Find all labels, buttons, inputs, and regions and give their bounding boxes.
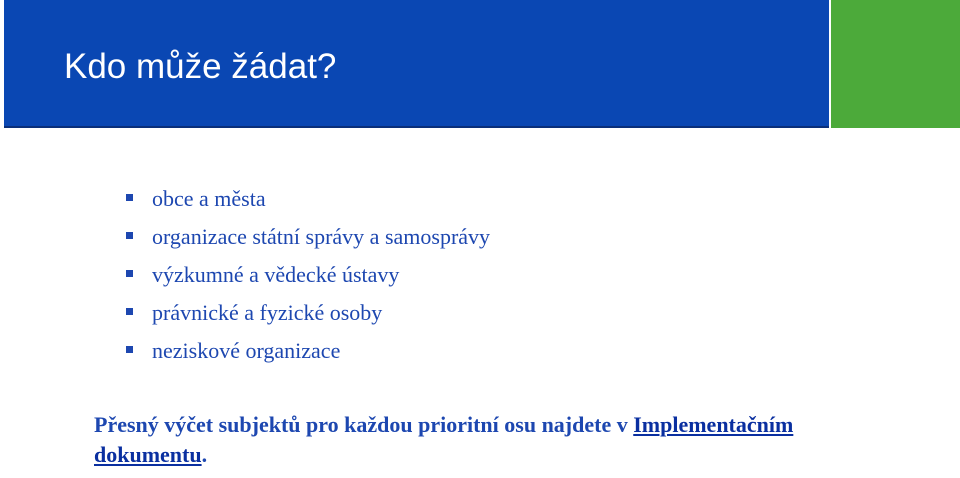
square-bullet-icon xyxy=(126,346,133,353)
list-item xyxy=(124,220,490,258)
footnote-text: Přesný výčet subjektů pro každou prioritní osu najdete v xyxy=(94,412,634,437)
footnote xyxy=(94,410,874,470)
square-bullet-icon xyxy=(126,270,133,277)
list-item-text: výzkumné a vědecké ústavy xyxy=(152,262,400,287)
list-item-text: organizace státní správy a samosprávy xyxy=(152,224,491,249)
square-bullet-icon xyxy=(126,308,133,315)
list-item-text: obce a města xyxy=(152,186,266,211)
square-bullet-icon xyxy=(126,194,133,201)
square-bullet-icon xyxy=(126,232,133,239)
header-accent-block xyxy=(831,0,960,128)
list-item xyxy=(124,296,490,334)
list-item-text: právnické a fyzické osoby xyxy=(152,300,383,325)
list-item xyxy=(124,334,490,372)
list-item-text: neziskové organizace xyxy=(152,338,341,363)
list-item xyxy=(124,258,490,296)
footnote-suffix: . xyxy=(201,442,208,467)
slide-title: Kdo může žádat? xyxy=(64,47,337,86)
bullet-list xyxy=(124,182,490,372)
list-item xyxy=(124,182,490,220)
implementation-document-link[interactable]: Implementačním dokumentu xyxy=(94,412,794,467)
